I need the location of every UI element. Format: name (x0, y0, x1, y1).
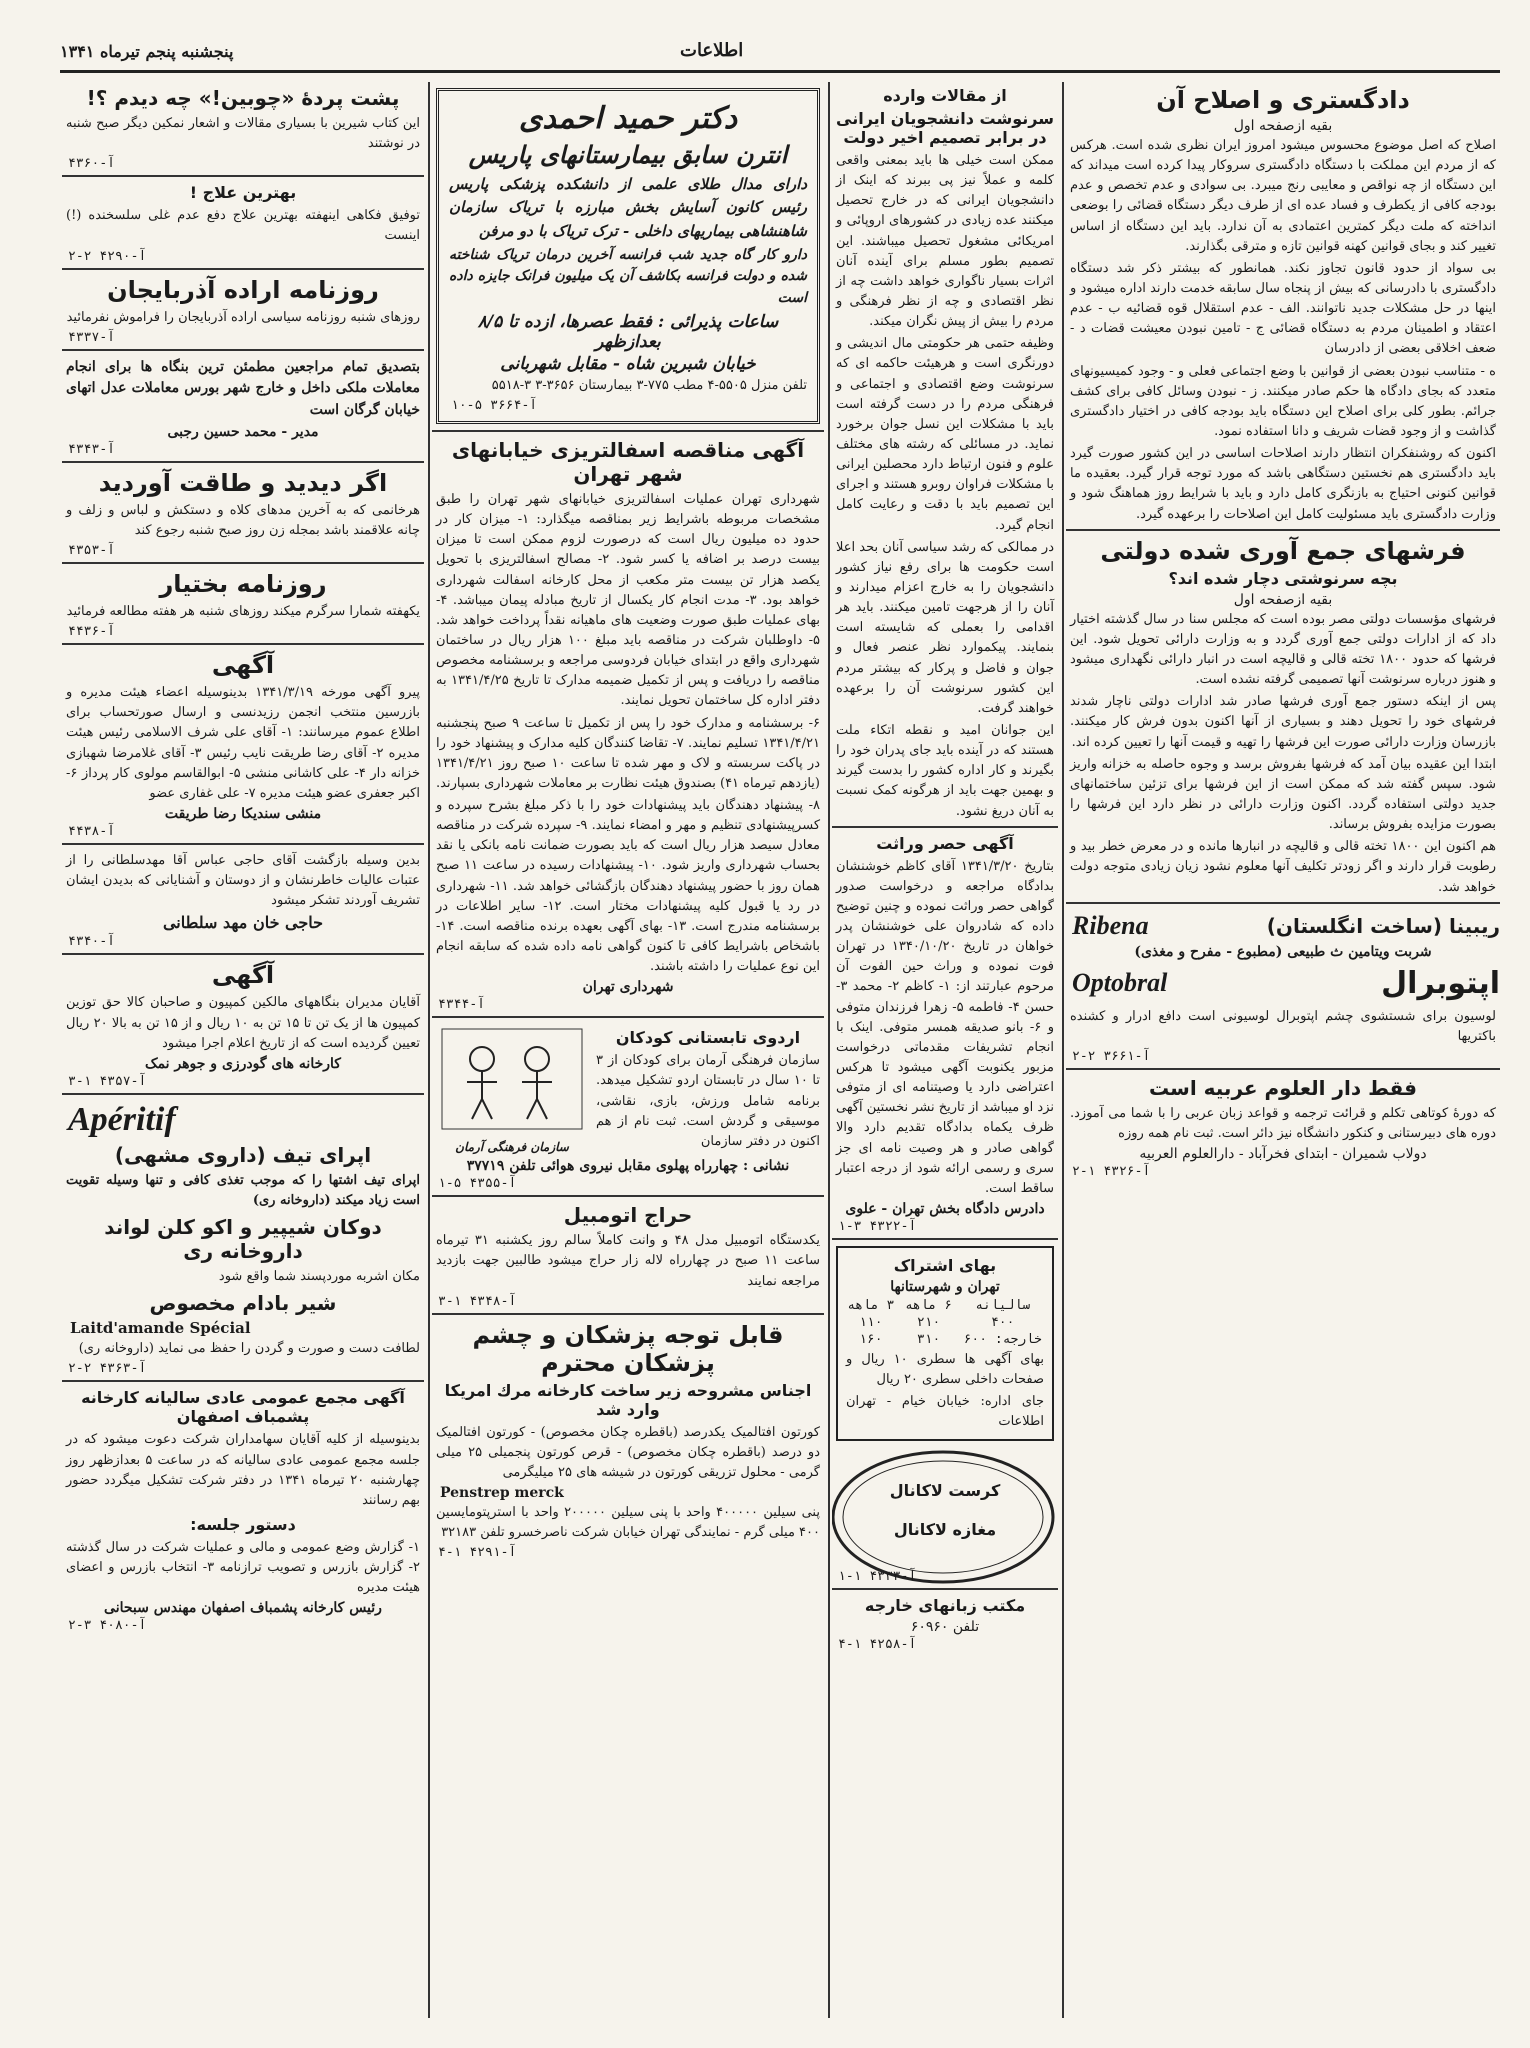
subscription-heading: بهای اشتراک (893, 1256, 997, 1276)
ad-code: آ-۴۳۵۷ ۱-۳ (68, 1073, 147, 1089)
ad-heading: بهترین علاج ! (189, 183, 297, 203)
ad-heading: پشت پردهٔ «چوبین!» چه دیدم ؟! (86, 86, 400, 110)
ad-heading: آگهی (211, 961, 275, 990)
ad-code: آ-۴۴۳۸ (68, 824, 115, 840)
ad-code: آ-۴۳۳۷ (68, 329, 115, 345)
ad-code: آ-۴۲۵۸ ۱-۴ (838, 1636, 917, 1652)
ad-code: آ-۳۶۶۱ ۲-۲ (1072, 1048, 1151, 1064)
article-heading: دادگستری و اصلاح آن (1156, 86, 1410, 114)
article-continuation: بقیه ازصفحه اول (1233, 118, 1333, 134)
ad-text: اپرای تیف اشتها را که موجب تغذی کافی و تنها وسیله تقویت است زیاد میکند (داروخانه ری) (66, 1172, 420, 1209)
ad-text: تلفن ۶۰۹۶۰ (910, 1618, 980, 1635)
article-kicker: از مقالات وارده (883, 86, 1007, 105)
laitdamande-brand: Laitd'amande Spécial (70, 1319, 251, 1338)
lacanal-ad (832, 1447, 1058, 1584)
ad-text: این کتاب شیرین با بسیاری مقالات و اشعار نمکین دیگر صبح شنبه در نوشتند (66, 116, 420, 152)
lacanal-name: کرست لاکانال (889, 1480, 1001, 1500)
ad-heading: آگهی مناقصه اسفالتریزی خیابانهای شهر تهران (451, 437, 805, 486)
article-text: اکنون که روشنفکران انتظار دارند اصلاحات اساسی در این کشور صورت گیرد باید دادگستری هم نخستین دستگاهی باشد که مورد توجه قرار گیرد. بعقیده ما قوانین کنونی احتیاج به بازنگری کامل دارد و باید با شرایط روز هماهنگ شود و وزارت دادگستری باید مسئولیت کامل این اصلاحات را برعهده گیرد. (1070, 446, 1496, 522)
ad-text: روزهای شنبه روزنامه سیاسی اراده آذربایجان را فراموش نفرمائید (66, 309, 420, 325)
ad-code: آ-۴۳۴۳ (68, 441, 115, 457)
column-rule (1062, 82, 1064, 2018)
ad-text: دارای مدال طلای علمی از دانشکده پزشکی پاریس رئیس کانون آسایش بخش مبارزه با تریاک سازمان شاهنشاهی بیماریهای داخلی - ترک تریاک با دو مرفن (449, 175, 807, 240)
ad-text: لوسیون برای شستشوی چشم اپتوبرال لوسیونی است دافع ادرار و کشنده باکتریها (1070, 1008, 1496, 1044)
ad-text: بدین وسیله بازگشت آقای حاجی عباس آقا مهدسلطانی را از عتبات عالیات خاطرنشان و از دوستان و آشنایانی که بدیدن ایشان تشریف آوردند تشکر میشود (66, 853, 420, 909)
optobral-brand: Optobral (1072, 968, 1168, 998)
ad-text: بتصدیق تمام مراجعین مطمئن ترین بنگاه ها برای انجام معاملات ملکی داخل و خارج شهر بورس معاملات عدل اتهای خیابان گرگان است (66, 358, 420, 419)
ad-heading: اپرای تیف (داروی مشهی) (114, 1142, 372, 1167)
ad-text: مکان اشربه موردپسند شما واقع شود (218, 1269, 420, 1285)
column-articles (832, 82, 1058, 2018)
ad-heading: حراج اتومبیل (563, 1203, 693, 1228)
ad-heading: دوکان شیپیر و اکو کلن لواند داروخانه ری (104, 1215, 382, 1264)
ad-text: که دورهٔ کوتاهی تکلم و قرائت ترجمه و قواعد زبان عربی را با شما می آموزد. دوره های دبیرستانی و کنکور دانشگاه نیز دائر است. ثبت نام همه روزه (1070, 1105, 1496, 1142)
column-ads-left (62, 82, 424, 2018)
ad-heading: دکتر حمید احمدی (518, 101, 738, 136)
ad-text: کورتون افتالمیک یکدرصد (باقطره چکان مخصوص) - کورتون افتالمیک دو درصد (باقطره چکان مخصوص) - قرص کورتون پنجمیلی ۲۵ میلی گرمی - محلول تزریقی کورتون در شیشه های ۲۵ میلیگرمی (436, 1424, 820, 1481)
camp-ad (432, 1024, 824, 1156)
subscription-note: بهای آگهی ها سطری ۱۰ ریال و صفحات داخلی سطری ۲۰ ریال (846, 1352, 1044, 1388)
masthead (60, 12, 1500, 73)
ad-code: آ-۴۲۹۱ ۱-۴ (438, 1545, 517, 1561)
ad-address: دولاب شمیران - ابتدای فخرآباد - دارالعلوم العربیه (1139, 1146, 1427, 1163)
ad-signature: رئیس کارخانه پشمباف اصفهان مهندس سبحانی (104, 1600, 382, 1617)
subscription-subheading: تهران و شهرستانها (890, 1279, 1000, 1296)
article-text: ابتدا این عقیده بیان آمد که فرشها بفروش برسد و وجوه حاصله به خزانه واریز شود. سپس گفته شد که ممکن است از این فرشها برای تزئین ساختمانهای جدید دولتی استفاده گردد. اکنون وزارت دارائی در نظر دارد این فرشها را بصورت مزایده بفروش برساند. (1070, 756, 1496, 833)
children-illustration (437, 1024, 587, 1134)
subscription-box (836, 1246, 1054, 1441)
ad-code: آ-۴۳۳۳ ۱-۱ (838, 1568, 917, 1584)
article-text: وظیفه حتمی هر حکومتی مال اندیشی و دورنگری است و هرهیئت حاکمه ای که سرنوشت وضع اقتصادی و اجتماعی و فرهنگی مردم را در دست گرفته است باید با مشکلات این نسل جوان برخورد نماید. در مسائلی که رشته های مختلف علوم و فنون ارتباط دارد محصلین ایرانی با مشکلات فراوان روبرو هستند و اجرای این تصمیم باید با دقت و رعایت کامل انجام گیرد. (836, 336, 1054, 533)
ad-text: سازمان فرهنگی آرمان برای کودکان از ۳ تا ۱۰ سال در تابستان اردو تشکیل میدهد. برنامه شامل ورزش، بازی، نقاشی، موسیقی و گردش است. ثبت نام از هم اکنون در دفتر سازمان (596, 1053, 820, 1149)
ad-heading: آگهی مجمع عمومی عادی سالیانه کارخانه پشمباف اصفهان (81, 1388, 405, 1427)
ad-signature: شهرداری تهران (582, 979, 674, 996)
ad-text: یکهفته شمارا سرگرم میکند روزهای شنبه هر هفته مطالعه فرمائید (66, 604, 420, 620)
ad-text: ۶- برسشنامه و مدارک خود را پس از تکمیل تا ساعت ۹ صبح پنجشنبه ۱۳۴۱/۴/۲۱ تسلیم نمایند. ۷- تقاضا کنندگان کلیه مدارک و پیشنهاد خود را در پاکت سربسته و لاک و مهر شده تا ساعت ۱۰ صبح روز ۱۳۴۱/۴/۲۱ (یازدهم تیرماه ۴۱) بصندوق هیئت نظارت بر معاملات شهرداری بسپارند. (436, 715, 821, 791)
ad-code: آ-۴۳۶۰ (68, 156, 115, 172)
column-ads-center (432, 82, 824, 2018)
ad-heading: انترن سابق بیمارستانهای پاریس (468, 140, 788, 169)
ribena-header (1066, 910, 1500, 942)
ad-heading: شیر بادام مخصوص (149, 1291, 337, 1316)
ribena-brand: Ribena (1072, 910, 1149, 940)
table-row: ساليانه ۶ ماهه ۳ ماهه (847, 1298, 1031, 1314)
ad-code: آ-۴۳۴۴ (438, 997, 485, 1013)
doctor-ad (436, 88, 820, 424)
ad-code: آ-۴۳۴۸ ۱-۳ (438, 1293, 517, 1309)
ad-address: نشانی : چهارراه پهلوی مقابل نیروی هوائی تلفن ۳۷۷۱۹ (466, 1158, 790, 1175)
article-subheading: بچه سرنوشتی دچار شده اند؟ (1168, 568, 1398, 588)
camp-illustration (432, 1024, 592, 1156)
column-rule (828, 82, 830, 2018)
column-articles-right (1066, 82, 1500, 2018)
article-text: ه - متناسب نبودن بعضی از قوانین با وضع اجتماعی فعلی و - وجود کمیسیونهای متعدد که بجای دادگاه ها حکم صادر میکنند. ز - نبودن وسائل کافی برای کشف جرائم. بطور کلی برای اصلاح این دستگاه باید بودجه کافی در اختیار دادگستری گذاشت و از وجود قضات شریف و دانا استفاده نمود. (1070, 363, 1496, 439)
ad-heading: فقط دار العلوم عربیه است (1148, 1075, 1417, 1100)
ad-code: آ-۴۳۵۵ ۵-۱ (438, 1176, 517, 1192)
ad-text: پنی سیلین ۴۰۰۰۰۰ واحد با پنی سیلین ۲۰۰۰۰۰ واحد با استرپتومایسین ۴۰۰ میلی گرم - نمایندگی تهران خیابان شرکت ناصرخسرو تلفن ۳۲۱۸۳ (436, 1505, 820, 1541)
newspaper-title: اطلاعات (680, 40, 744, 61)
ad-text: پیرو آگهی مورخه ۱۳۴۱/۳/۱۹ بدینوسیله اعضاء هیئت مدیره و بازرسین منتخب انجمن رزیدنسی و ارسال صورتحساب برای اطلاع عموم میرسانند: ۱- آقای علی شرف الاسلامی رئیس هیئت مدیره ۲- آقای رضا طریقت نایب رئیس ۳- آقای غلامرضا شهبازی خزانه دار ۴- علی کاشانی منشی ۵- ابوالقاسم مولوی کار پرداز ۶- اکبر جعفری عضو هیئت مدیره ۷- علی غفاری عضو (66, 685, 420, 801)
office-address: خیابان شبرین شاه - مقابل شهربانی (500, 353, 756, 374)
ad-heading: قابل توجه پزشکان و چشم پزشکان محترم (472, 1320, 784, 1377)
article-text: بی سواد از حدود قانون تجاوز نکند. همانطور که بیشتر ذکر شد دستگاه دادگستری با دادرسانی که بیش از پنجاه سال سابقه خدمت دارند اداره میشود و اینها در حل مشکلات جدید ناتوانند. الف - عدم استقلال قوه قضائیه ب - عدم اعتقاد و اطمینان مردم به دستگاه قضائی ج - تامین نبودن معیشت قضات د - ضعف اخلاقی بعضی از دادرسان (1070, 260, 1496, 357)
ad-signature: دادرس دادگاه بخش تهران - علوی (845, 1201, 1045, 1218)
article-text: این جوانان امید و نقطه اتکاء ملت هستند که در آینده باید جای پدران خود را بگیرند و کار اداره کشور را بدست گیرند و بهمین جهت باید از هرگونه کمک نسبت به آنان دریغ نشود. (836, 722, 1054, 819)
ad-heading: اگر دیدید و طاقت آوردید (98, 468, 388, 497)
article-heading: سرنوشت دانشجویان ایرانی در برابر تصمیم اخیر دولت (836, 109, 1054, 147)
ad-signature: منشی سندیکا رضا طریقت (164, 806, 322, 823)
ad-text: توفیق فکاهی اینهفته بهترین علاج دفع عدم غلی سلسخنده (!) اینست (66, 208, 420, 244)
ad-text: هرخانمی که به آخرین مدهای کلاه و دستکش و لباس و زلف و چانه علاقمند باشد بمجله زن روز صبح شنبه رجوع کند (66, 502, 420, 538)
penstrep-brand: Penstrep merck (440, 1485, 564, 1502)
article-heading: فرشهای جمع آوری شده دولتی (1100, 536, 1466, 565)
article-text: در ممالکی که رشد سیاسی آنان بحد اعلا است حکومت ها برای رفع نیاز کشور دانشجویان را به خارج اعزام میدارند و آنان را از هرجهت تامین میکنند. باید هر اقدامی را بعملی که شایسته است بنمایند. پیکموارد نظر عنصر فعال و جوان و فاضل و پرکار که بیشتر مردم این کشور سرنوشت آن را برعهده خواهند گرفت. (836, 539, 1054, 716)
lacanal-shop: مغازه لاکانال (893, 1519, 997, 1539)
subscription-address: جای اداره: خیابان خیام - تهران اطلاعات (846, 1394, 1044, 1430)
issue-date: پنجشنبه پنجم تیرماه ۱۳۴۱ (60, 42, 234, 61)
ad-heading: روزنامه بختیار (159, 570, 327, 599)
ad-code: آ-۴۰۸۰ ۳-۲ (68, 1618, 147, 1634)
aperitif-brand: Apéritif (68, 1100, 176, 1138)
ad-text: بتاریخ ۱۳۴۱/۳/۲۰ آقای کاظم خوشنشان بدادگاه مراجعه و درخواست صدور گواهی حصر وراثت نموده و چنین توضیح داده که شادروان علی خوشنشان پدر خواهان در تاریخ ۱۳۴۰/۱۰/۲۰ در تهران فوت نموده و وراث حین الفوت آن مرحوم عبارتند از: ۱- کاظم ۲- محمد ۳- حسن ۴- فاطمه ۵- زهرا فرزندان متوفی و ۶- بانو صدیقه همسر متوفی. اینک با انجام تشریفات مقدماتی درخواست مزبور یکنوبت آگهی میشود تا هرکس اعتراضی دارد یا وصیتنامه ای از متوفی نزد او میباشد از تاریخ نشر نخستین آگهی ظرف یکماه بدادگاه تقدیم دارد والا گواهی صادر و هر وصیت نامه ای جز سری و رسمی ارائه شود از درجه اعتبار ساقط است. (835, 858, 1055, 1196)
ad-heading: روزنامه اراده آذربایجان (107, 275, 379, 304)
ad-text: لطافت دست و صورت و گردن را حفظ می نماید (داروخانه ری) (78, 1341, 420, 1357)
ad-code: آ-۳۶۶۴ ۵-۱۰ (451, 397, 538, 413)
article-text: هم اکنون این ۱۸۰۰ تخته قالی و قالیچه در انبارها مانده و در معرض خطر بید و رطوبت قرار دارند و اگر زودتر تکلیف آنها معلوم نشود زیان زیادی متوجه دولت خواهد شد. (1070, 839, 1496, 895)
ad-text: ۸- پیشنهاد دهندگان باید پیشنهادات خود را با ذکر مبلغ بشرح سپرده و کسرپیشنهادی تنظیم و مهر و امضاء نمایند. ۹- سپرده شرکت در مناقصه معادل سیصد هزار ریال است که باید بصورت ضمانت نامه بانکی یا نقد بحساب شهرداری واریز شود. ۱۰- پیشنهادات رسیده در ساعت ۱۱ صبح همان روز با حضور پیشنهاد دهندگان بازگشائی خواهد شد. ۱۱- شهرداری در رد یا قبول کلیه پیشنهادات مختار است. ۱۲- سایر اطلاعات در برسشنامه مندرج است. ۱۳- بهای آگهی بعهده برنده مناقصه است. ۱۴- باشخاص باشرایط کافی تا کنون گواهی نامه داده شده که سابقه انجام این نوع عملیات را داشته باشند. (436, 798, 821, 975)
ad-heading: آگهی (211, 651, 275, 680)
lacanal-logo (832, 1447, 1058, 1587)
ad-text: ۱- گزارش وضع عمومی و مالی و عملیات شرکت در سال گذشته ۲- گزارش بازرس و تصویب ترازنامه ۳- انتخاب بازرس و اعضای هیئت مدیره (66, 1540, 420, 1596)
ad-code: آ-۴۳۲۲ ۳-۱ (838, 1219, 917, 1235)
ad-heading: ریبینا (ساخت انگلستان) (1266, 913, 1500, 938)
ad-heading: مکتب زبانهای خارجه (864, 1595, 1026, 1615)
article-text: اصلاح که اصل موضوع محسوس میشود امروز ایران نظری شده است. هرکس که از مردم این مملکت با دستگاه دادگستری سروکار پیدا کرده است میداند که این دستگاه از چه نواقص و معایبی رنج میبرد. بی سوادی و عدم تخصص و عدم بودجه کافی از یکطرف و فساد عده ای از طرف دیگر دستگاه قضائی را بوضعی انداخته که ملت دیگر کمترین اعتمادی به آن ندارد. باید این دستگاه از اساس تغییر کند و بجای قوانین کهنه قوانین تازه و مترقی بگذارند. (1070, 138, 1496, 254)
ad-code: آ-۴۳۲۶ ۱-۲ (1072, 1164, 1151, 1180)
ad-heading: آگهی حصر وراثت (876, 833, 1014, 853)
ad-text: شهرداری تهران عملیات اسفالتریزی خیابانهای شهر تهران را طبق مشخصات مربوطه باشرایط زیر بمناقصه میگذارد: ۱- میزان کار در حدود ده میلیون ریال است که درصورت لزوم ممکن است تا میزان بیست درصد بر اضافه یا کسر شود. ۲- مصالح اسفالتریزی با تحویل یکصد هزار تن بیست متر مکعب از محل کارخانه اسفالت شهرداری خواهد بود. ۳- مدت انجام کار یکسال از تاریخ مبادله پیمان میباشد. ۴- بهای عملیات طبق صورت وضعیت های ماهیانه نقداً پرداخت خواهد شد. ۵- داوطلبان شرکت در مناقصه باید مبلغ ۱۰۰ هزار ریال در ساختمان شهرداری واقع در ابتدای خیابان فردوسی مراجعه و برسشنامه مخصوص مناقصه را دریافت و پس از تکمیل ضمیمه مدارک تا تاریخ ۱۳۴۱/۴/۲۵ به دفتر اداره کل ساختمان تحویل نمایند. (436, 491, 820, 709)
ad-text: یکدستگاه اتومبیل مدل ۴۸ و وانت کاملاً سالم روز یکشنبه ۳۱ تیرماه ساعت ۱۱ صبح در چهارراه لاله زار حراج میشود طالبین جهت بازدید مراجعه نمایند (436, 1233, 820, 1289)
article-text: فرشهای مؤسسات دولتی مصر بوده است که مجلس سنا در سال گذشته اختیار داد که از ادارات دولتی جمع آوری گردد و به وزارت دارائی تحویل شود. این فرشها که حدود ۱۸۰۰ تخته قالی و قالیچه است در انبار دارائی نگهداری میشود و هنوز درباره سرنوشت آنها تصمیمی گرفته نشده است. (1070, 611, 1496, 688)
article-continuation: بقیه ازصفحه اول (1233, 591, 1333, 608)
subscription-table (842, 1297, 1048, 1348)
optobral-header (1066, 962, 1500, 1005)
ad-code: آ-۴۳۴۰ (68, 934, 115, 950)
article-text: پس از اینکه دستور جمع آوری فرشها صادر شد ادارات دولتی ناچار شدند فرشهای خود را تحویل دهند و بسیاری از آنها اکنون بدون فرش کار میکنند. بازرسان وزارت دارائی صورت این فرشها را تهیه و قیمت آنها را تعیین کرده اند. (1070, 694, 1496, 750)
illustration-caption: سازمان فرهنگی آرمان (455, 1140, 569, 1155)
ad-signature: کارخانه های گودرزی و جوهر نمک (145, 1055, 341, 1072)
ad-subheading: دستور جلسه: (190, 1515, 296, 1534)
ad-heading: اردوی تابستانی کودکان (615, 1028, 801, 1048)
ad-code: آ-۴۳۶۳ ۲-۲ (68, 1361, 147, 1377)
ad-code: آ-۴۴۳۶ (68, 624, 115, 640)
ad-subheading: اجناس مشروحه زیر ساخت کارخانه مرك امریکا وارد شد (444, 1380, 812, 1419)
article-text: ممکن است خیلی ها باید بمعنی واقعی کلمه و عملاً نیز پی ببرند که اینک از دانشجویان ایرانی که در خارج تحصیل میکنند عده زیادی در کشورهای اروپائی و امریکائی مشغول تحصیل میباشند. این تصمیم بطور مسلم برای آینده آنان اثرات بسیار ناگواری خواهد داشت چه از نظر اقتصادی و چه از نظر فرهنگی و مردم را بیش از پیش نگران میکند. (836, 153, 1054, 330)
ad-text: شربت ویتامین ث طبیعی (مطبوع - مفرح و مغذی) (1134, 943, 1432, 960)
ad-text: آقایان مدیران بنگاههای مالکین کمپیون و صاحبان کالا حق توزین کمپیون ها از یک تن تا ۱۵ تن به ۱۰ ریال و از ۱۵ تن به بالا ۲۰ ریال تعیین گردیده است که از تاریخ اعلام اجرا میشود (66, 995, 421, 1051)
ad-code: آ-۴۳۵۳ (68, 543, 115, 559)
table-row: خارجه: ۶۰۰ ۳۱۰ ۱۶۰ (859, 1332, 1042, 1348)
phone-numbers: تلفن منزل ۵۵۰۵-۴ مطب ۷۷۵-۳ بیمارستان ۳۶۵۶-۳ ۳-۵۵۱۸ (491, 377, 807, 393)
table-row: ۴۰۰ ۲۱۰ ۱۱۰ (859, 1315, 1015, 1331)
ad-heading: اپتوبرال (1381, 965, 1500, 1001)
ad-signature: مدیر - محمد حسین رجبی (167, 423, 319, 440)
column-rule (428, 82, 430, 2018)
office-hours: ساعات پذیرائی : فقط عصرها، ازده تا ۸/۵ بعدازظهر (477, 311, 779, 352)
ad-text: بدینوسیله از کلیه آقایان سهامداران شرکت دعوت میشود که در جلسه مجمع عمومی عادی سالیانه که در ساعت ۵ بعدازظهر روز چهارشنبه ۲۰ تیرماه ۱۳۴۱ در دفتر شرکت تشکیل میگردد حضور بهم رسانند (66, 1432, 421, 1508)
ad-text: دارو کار گاه جدید شب فرانسه آخرین درمان تریاک شناخته شده و دولت فرانسه بکاشف آن یک میلیون فرانک جایزه داده است (449, 246, 807, 307)
ad-code: آ-۴۲۹۰ ۲-۲ (68, 248, 147, 264)
ad-signature: حاجی خان مهد سلطانی (162, 913, 324, 933)
